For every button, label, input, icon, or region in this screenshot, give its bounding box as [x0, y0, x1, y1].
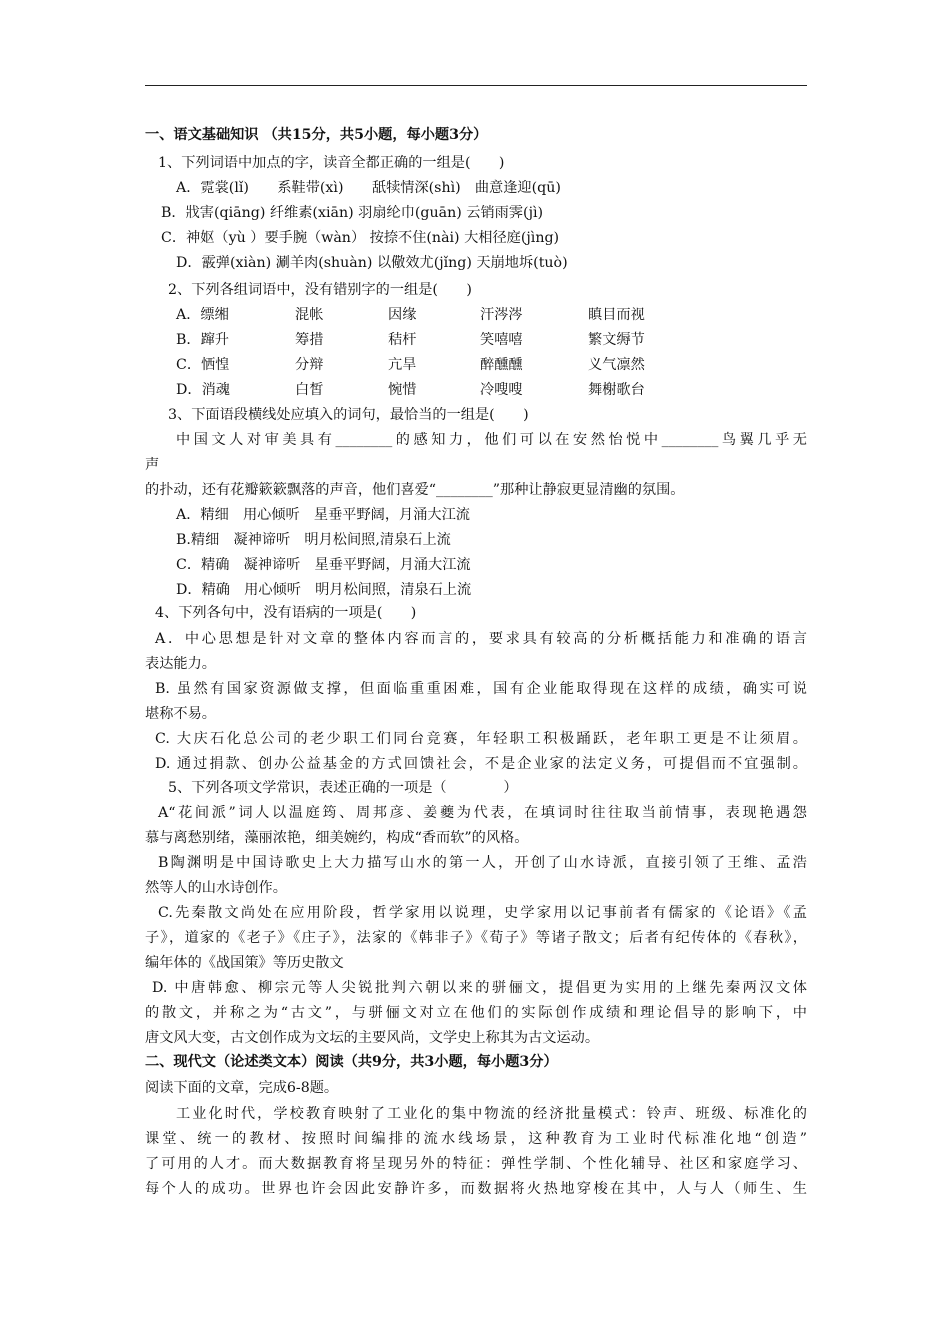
q2-cell: 亢旱 [388, 357, 417, 373]
q3-passage-line: 的扑动，还有花瓣簌簌飘落的声音，他们喜爱“________”那种让静寂更显清幽的氛围。 [145, 482, 685, 498]
q2-cell: 繁文缛节 [588, 332, 645, 348]
section1-heading: 一、语文基础知识 （共15分，共5小题，每小题3分） [145, 127, 488, 143]
q5-option-d-cont: 的散文，并称之为“古文”，与骈俪文对立在他们的实际创作成绩和理论倡导的影响下，中 [145, 1005, 807, 1021]
q2-cell: 醉醺醺 [480, 357, 523, 373]
q2-cell: 筹措 [295, 332, 324, 348]
q2-cell: 汗涔涔 [480, 307, 523, 323]
q3-option-d: D．精确 用心倾听 明月松间照，清泉石上流 [176, 582, 472, 598]
q4-stem: 4、下列各句中，没有语病的一项是( ) [155, 605, 417, 621]
q1-option-a: A．霓裳(lǐ) 系鞋带(xì) 舐犊情深(shì) 曲意逢迎(qū) [176, 180, 561, 196]
q1-stem: 1、下列词语中加点的字，读音全都正确的一组是( ) [158, 155, 505, 171]
q2-cell: 白皙 [295, 382, 324, 398]
q2-cell: C．恓惶 [176, 357, 230, 373]
q2-cell: B．蹿升 [176, 332, 229, 348]
q5-option-c: C.先秦散文尚处在应用阶段，哲学家用以说理，史学家用以记事前者有儒家的《论语》《孟 [158, 905, 807, 921]
q2-cell: 因缘 [388, 307, 417, 323]
q2-stem: 2、下列各组词语中，没有错别字的一组是( ) [168, 282, 472, 298]
q3-passage-line: 中国文人对审美具有________的感知力，他们可以在安然怡悦中________鸟翼几乎无 [176, 432, 807, 448]
q5-option-b-cont: 然等人的山水诗创作。 [145, 880, 287, 896]
q2-cell: 瞋目而视 [588, 307, 645, 323]
q4-option-c: C. 大庆石化总公司的老少职工们同台竞赛，年轻职工积极踊跃，老年职工更是不让须眉。 [155, 731, 807, 747]
q2-cell: 惋惜 [388, 382, 417, 398]
q1-option-b: B．戕害(qiāng) 纤维素(xiān) 羽扇纶巾(guān) 云销雨霁(jì) [161, 205, 544, 221]
q3-passage-line: 声 [145, 457, 160, 473]
q5-option-c-cont: 编年体的《战国策》等历史散文 [145, 955, 344, 971]
header-rule [145, 85, 807, 86]
q2-cell: D．消魂 [176, 382, 230, 398]
q5-option-a-cont: 慕与离愁别绪，藻丽浓艳，细美婉约，构成“香而软”的风格。 [145, 830, 529, 846]
q1-option-d: D．霰弹(xiàn) 涮羊肉(shuàn) 以儆效尤(jǐng) 天崩地坼(tuò) [176, 255, 568, 271]
q4-option-b: B. 虽然有国家资源做支撑，但面临重重困难，国有企业能取得现在这样的成绩，确实可说 [155, 681, 807, 697]
section2-heading: 二、现代文（论述类文本）阅读（共9分，共3小题，每小题3分） [145, 1054, 558, 1070]
q4-option-a-cont: 表达能力。 [145, 656, 216, 672]
q5-option-c-cont: 子》，道家的《老子》《庄子》，法家的《韩非子》《荀子》等诸子散文；后者有纪传体的《春秋》， [145, 930, 807, 946]
q4-option-d: D. 通过捐款、创办公益基金的方式回馈社会，不是企业家的法定义务，可提倡而不宜强制。 [155, 756, 807, 772]
q5-option-d-cont: 唐文风大变，古文创作成为文坛的主要风尚，文学史上称其为古文运动。 [145, 1030, 600, 1046]
q3-option-c: C．精确 凝神谛听 星垂平野阔，月涌大江流 [176, 557, 471, 573]
q2-cell: A．缥缃 [176, 307, 229, 323]
article-line: 工业化时代，学校教育映射了工业化的集中物流的经济批量模式：铃声、班级、标准化的 [176, 1106, 807, 1122]
q2-cell: 混帐 [295, 307, 324, 323]
article-line: 每个人的成功。世界也许会因此安静许多，而数据将火热地穿梭在其中，人与人（师生、生 [145, 1181, 807, 1197]
q3-option-b: B.精细 凝神谛听 明月松间照,清泉石上流 [176, 532, 451, 548]
q4-option-a: A．中心思想是针对文章的整体内容而言的，要求具有较高的分析概括能力和准确的语言 [155, 631, 807, 647]
q2-cell: 秸杆 [388, 332, 417, 348]
q2-cell: 舞榭歌台 [588, 382, 645, 398]
q5-option-a: A“花间派”词人以温庭筠、周邦彦、姜夔为代表，在填词时往往取当前情事，表现艳遇怨 [158, 805, 807, 821]
q2-cell: 笑嘻嘻 [480, 332, 523, 348]
q5-option-b: B陶渊明是中国诗歌史上大力描写山水的第一人，开创了山水诗派，直接引领了王维、孟浩 [158, 855, 807, 871]
q4-option-b-cont: 堪称不易。 [145, 706, 216, 722]
reading-instruction: 阅读下面的文章，完成6-8题。 [145, 1080, 339, 1096]
q2-cell: 冷嗖嗖 [480, 382, 523, 398]
q3-stem: 3、下面语段横线处应填入的词句，最恰当的一组是( ) [168, 407, 529, 423]
q3-option-a: A．精细 用心倾听 星垂平野阔，月涌大江流 [176, 507, 470, 523]
q1-option-c: C．神妪（yù ）要手腕（wàn） 按捺不住(nài) 大相径庭(jìng) [161, 230, 560, 246]
q2-cell: 义气凛然 [588, 357, 645, 373]
article-line: 课堂、统一的教材、按照时间编排的流水线场景，这种教育为工业时代标准化地“创造” [145, 1131, 807, 1147]
q2-cell: 分辩 [295, 357, 324, 373]
q5-option-d: D. 中唐韩愈、柳宗元等人尖锐批判六朝以来的骈俪文，提倡更为实用的上继先秦两汉文体 [152, 980, 807, 996]
q5-stem: 5、下列各项文学常识，表述正确的一项是（ ） [168, 780, 518, 796]
article-line: 了可用的人才。而大数据教育将呈现另外的特征：弹性学制、个性化辅导、社区和家庭学习、 [145, 1156, 807, 1172]
